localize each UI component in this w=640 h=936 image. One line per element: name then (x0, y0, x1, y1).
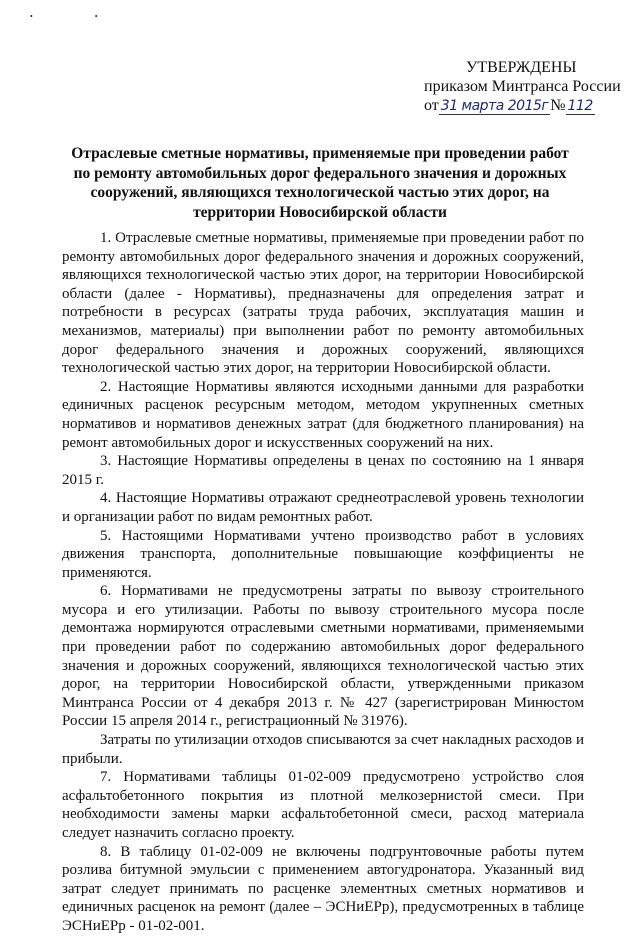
paragraph-6-note: Затраты по утилизации отходов списываются за счет накладных расходов и прибыли. (62, 732, 584, 767)
scan-marks: • • (30, 12, 128, 21)
paragraph-1: 1. Отраслевые сметные нормативы, применяемые при проведении работ по ремонту автомобильных дорог федерального значения и дорожных сооружений, являющихся технологической частью этих дорог, на территории Новосибирской области (далее - Нормативы), предназначены для определения затрат и потребности в ресурсах (затраты труда рабочих, эксплуатация машин и механизмов, материалы) при выполнении работ по ремонту автомобильных дорог федерального значения и дорожных сооружений, являющихся технологической частью этих дорог, на территории Новосибирской области. (62, 230, 584, 377)
approved-heading: УТВЕРЖДЕНЫ (466, 59, 577, 76)
paragraph-2: 2. Настоящие Нормативы являются исходными данными для разработки единичных расценок ресурсным методом, методом укрупненных сметных нормативов и нормативов денежных затрат (для бюджетного планирования) на ремонт автомобильных дорог и искусственных сооружений на них. (62, 378, 584, 451)
paragraph-4: 4. Настоящие Нормативы отражают среднеотраслевой уровень технологии и организации работ по видам ремонтных работ. (62, 490, 584, 525)
document-body (62, 229, 584, 936)
number-prefix: № (550, 97, 566, 114)
paragraph-6: 6. Нормативами не предусмотрены затраты по вывозу строительного мусора и его утилизации. Работы по вывозу строительного мусора после демонтажа нормируются отраслевыми сметными нормативами, применяемыми при проведении работ по содержанию автомобильных дорог федерального значения и дорожных сооружений, являющихся технологической частью этих дорог, на территории Новосибирской области, утвержденными приказом Минтранса России от 4 декабря 2013 г. № 427 (зарегистрирован Минюстом России 15 апреля 2014 г., регистрационный № 31976). (62, 583, 584, 730)
order-date-number (424, 96, 595, 116)
handwritten-number: 112 (567, 98, 593, 114)
document-title: Отраслевые сметные нормативы, применяемые при проведении работ по ремонту автомобильных дорог федерального значения и дорожных сооружений, являющихся технологической частью этих дорог, на территории Новосибирской области (71, 145, 569, 221)
paragraph-8: 8. В таблицу 01-02-009 не включены подгрунтовочные работы путем розлива битумной эмульсии с применением автогудронатора. Указанный вид затрат следует принимать по расценке элементных сметных нормативов и единичных расценок на ремонт (далее – ЭСНиЕРр), предусмотренных в таблице ЭСНиЕРр - 01-02-001. (62, 843, 584, 934)
order-line: приказом Минтранса России (424, 78, 621, 95)
paragraph-3: 3. Настоящие Нормативы определены в ценах по состоянию на 1 января 2015 г. (62, 453, 584, 488)
paragraph-7: 7. Нормативами таблицы 01-02-009 предусмотрено устройство слоя асфальтобетонного покрытия из плотной мелкозернистой смеси. При необходимости замены марки асфальтобетонной смеси, расход материала следует назначить согласно проекту. (62, 769, 584, 841)
handwritten-date: 31 марта 2015г (440, 98, 549, 114)
paragraph-5: 5. Настоящими Нормативами учтено производство работ в условиях движения транспорта, дополнительные повышающие коэффициенты не применяются. (62, 527, 584, 581)
approval-block (0, 58, 640, 128)
date-prefix: от (424, 97, 439, 114)
